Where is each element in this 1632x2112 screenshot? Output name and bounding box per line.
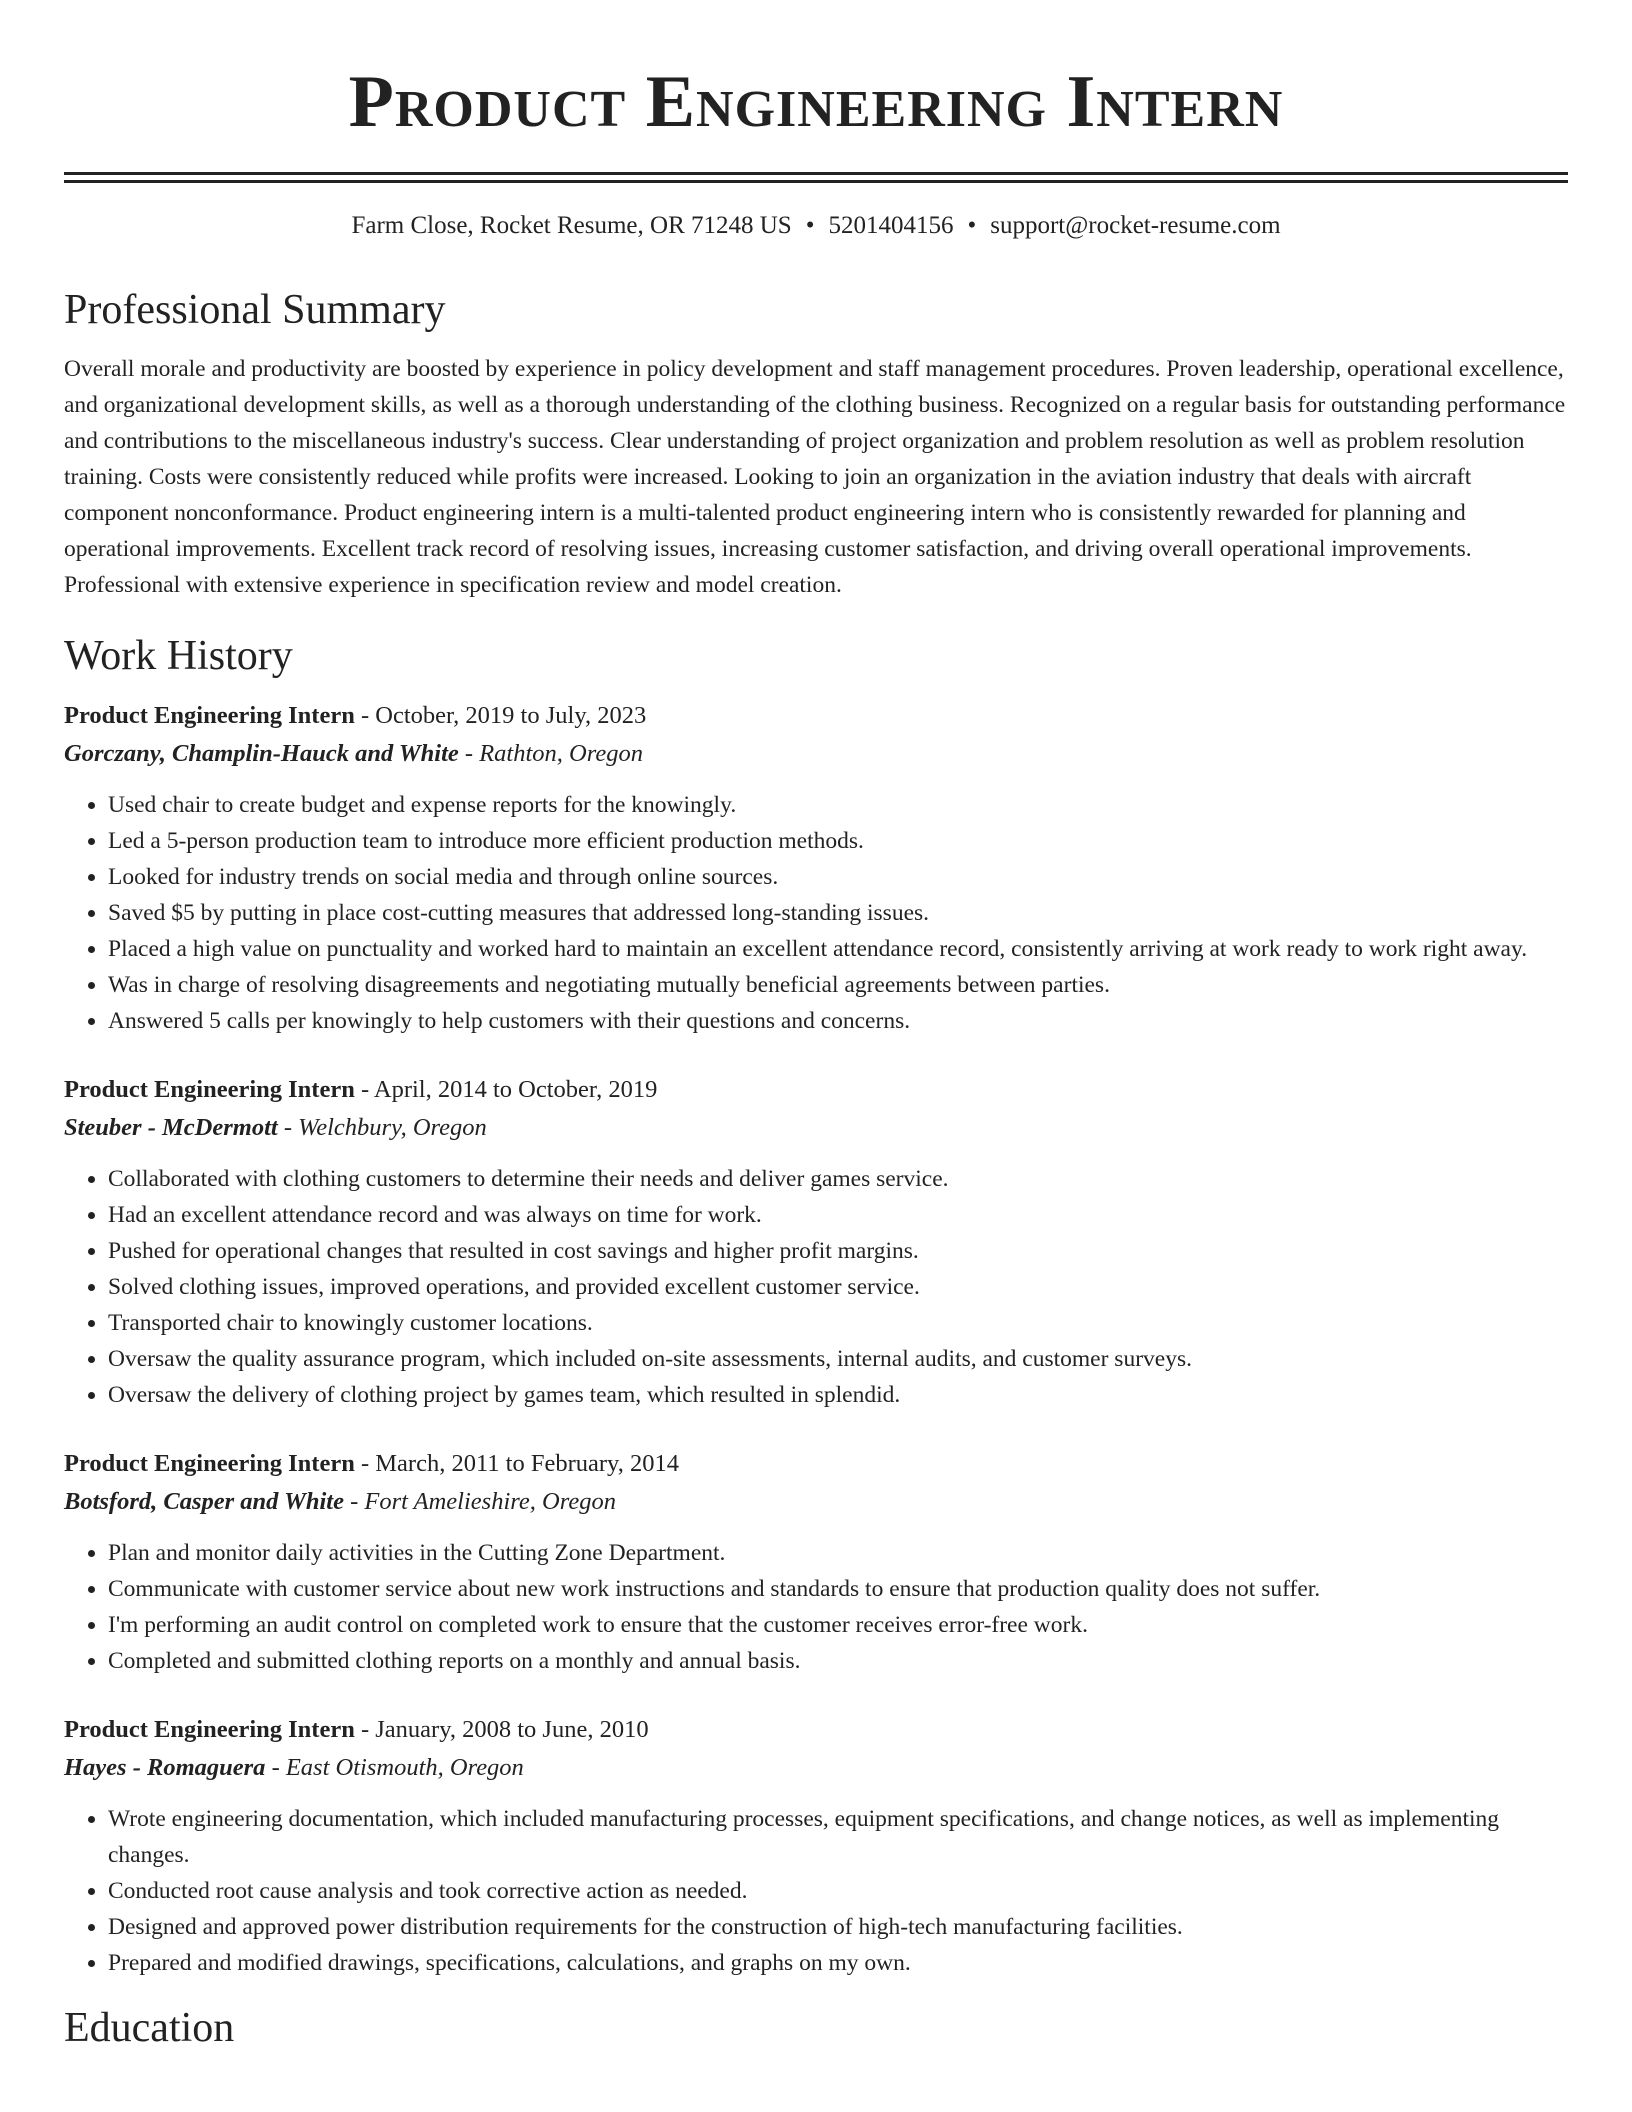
job-bullet: • Communicate with customer service about new work instructions and standards to ensure that production quality does not suffer. (108, 1571, 1568, 1607)
job-company-line (64, 1109, 1568, 1147)
job-bullet: • Solved clothing issues, improved operations, and provided excellent customer service. (108, 1269, 1568, 1305)
job-role-line (64, 1711, 1568, 1749)
job-bullet: • Placed a high value on punctuality and worked hard to maintain an excellent attendance record, consistently arriving at work ready to work right away. (108, 931, 1568, 967)
job-bullet: • Had an excellent attendance record and was always on time for work. (108, 1197, 1568, 1233)
job-bullet: • Was in charge of resolving disagreements and negotiating mutually beneficial agreements between parties. (108, 967, 1568, 1003)
job-entry (64, 1445, 1568, 1679)
contact-separator: • (967, 212, 977, 239)
job-dates: - October, 2019 to July, 2023 (354, 702, 647, 729)
job-entry (64, 1711, 1568, 1981)
job-bullet: • Wrote engineering documentation, which included manufacturing processes, equipment specifications, and change notices, as well as implementing changes. (108, 1801, 1568, 1873)
job-role: Product Engineering Intern (64, 1716, 355, 1743)
job-role: Product Engineering Intern (64, 1450, 355, 1477)
job-bullet: • Pushed for operational changes that resulted in cost savings and higher profit margins. (108, 1233, 1568, 1269)
job-company-line (64, 1483, 1568, 1521)
contact-line (64, 209, 1568, 243)
job-bullet: • Collaborated with clothing customers to determine their needs and deliver games service. (108, 1161, 1568, 1197)
job-bullet: • Conducted root cause analysis and took corrective action as needed. (108, 1873, 1568, 1909)
job-role: Product Engineering Intern (64, 1076, 355, 1103)
job-bullet: • Saved $5 by putting in place cost-cutting measures that addressed long-standing issues. (108, 895, 1568, 931)
job-bullet: • Oversaw the delivery of clothing project by games team, which resulted in splendid. (108, 1377, 1568, 1413)
summary-text: Overall morale and productivity are boosted by experience in policy development and staff management procedures. Proven leadership, operational excellence, and organizational development skills, as well as a thorough understanding of the clothing business. Recognized on a regular basis for outstanding performance and contributions to the miscellaneous industry's success. Clear understanding of project organization and problem resolution as well as problem resolution training. Costs were consistently reduced while profits were increased. Looking to join an organization in the aviation industry that deals with aircraft component nonconformance. Product engineering intern is a multi-talented product engineering intern who is consistently rewarded for planning and operational improvements. Excellent track record of resolving issues, increasing customer satisfaction, and driving overall operational improvements. Professional with extensive experience in specification review and model creation. (64, 356, 1566, 598)
job-company: Gorczany, Champlin-Hauck and White (64, 740, 459, 767)
job-bullet: • I'm performing an audit control on completed work to ensure that the customer receives error-free work. (108, 1607, 1568, 1643)
job-bullet: • Prepared and modified drawings, specifications, calculations, and graphs on my own. (108, 1945, 1568, 1981)
job-bullet-list (64, 1535, 1568, 1679)
job-company: Steuber - McDermott (64, 1114, 278, 1141)
job-bullet: • Transported chair to knowingly customer locations. (108, 1305, 1568, 1341)
job-role-line (64, 1445, 1568, 1483)
work-history-heading: Work History (64, 633, 293, 679)
job-company: Botsford, Casper and White (64, 1488, 344, 1515)
job-entry (64, 1071, 1568, 1413)
job-dates: - March, 2011 to February, 2014 (354, 1450, 679, 1477)
job-bullet-list (64, 787, 1568, 1039)
job-bullet: • Used chair to create budget and expense reports for the knowingly. (108, 787, 1568, 823)
job-company: Hayes - Romaguera (64, 1754, 266, 1781)
job-dates: - April, 2014 to October, 2019 (354, 1076, 658, 1103)
job-bullet: • Completed and submitted clothing reports on a monthly and annual basis. (108, 1643, 1568, 1679)
job-bullet: • Designed and approved power distribution requirements for the construction of high-tech manufacturing facilities. (108, 1909, 1568, 1945)
job-location: - Rathton, Oregon (458, 740, 643, 767)
job-bullet-list (64, 1161, 1568, 1413)
resume-title: Product Engineering Intern (348, 61, 1284, 143)
education-heading: Education (64, 2005, 235, 2051)
job-company-line (64, 735, 1568, 773)
job-bullet-list (64, 1801, 1568, 1981)
contact-phone: 5201404156 (828, 212, 954, 239)
job-bullet: • Led a 5-person production team to introduce more efficient production methods. (108, 823, 1568, 859)
contact-address: Farm Close, Rocket Resume, OR 71248 US (351, 212, 792, 239)
job-company-line (64, 1749, 1568, 1787)
job-bullet: • Plan and monitor daily activities in the Cutting Zone Department. (108, 1535, 1568, 1571)
contact-email: support@rocket-resume.com (990, 212, 1281, 239)
job-bullet: • Oversaw the quality assurance program, which included on-site assessments, internal audits, and customer surveys. (108, 1341, 1568, 1377)
job-bullet: • Looked for industry trends on social media and through online sources. (108, 859, 1568, 895)
resume-page (64, 0, 1568, 2055)
job-list (64, 697, 1568, 1981)
job-bullet: • Answered 5 calls per knowingly to help customers with their questions and concerns. (108, 1003, 1568, 1039)
title-double-rule (64, 172, 1568, 183)
summary-heading: Professional Summary (64, 287, 446, 333)
job-role: Product Engineering Intern (64, 702, 355, 729)
job-dates: - January, 2008 to June, 2010 (354, 1716, 649, 1743)
contact-separator: • (805, 212, 815, 239)
job-entry (64, 697, 1568, 1039)
job-location: - East Otismouth, Oregon (265, 1754, 524, 1781)
job-location: - Fort Amelieshire, Oregon (344, 1488, 616, 1515)
job-location: - Welchbury, Oregon (277, 1114, 487, 1141)
job-role-line (64, 1071, 1568, 1109)
job-role-line (64, 697, 1568, 735)
